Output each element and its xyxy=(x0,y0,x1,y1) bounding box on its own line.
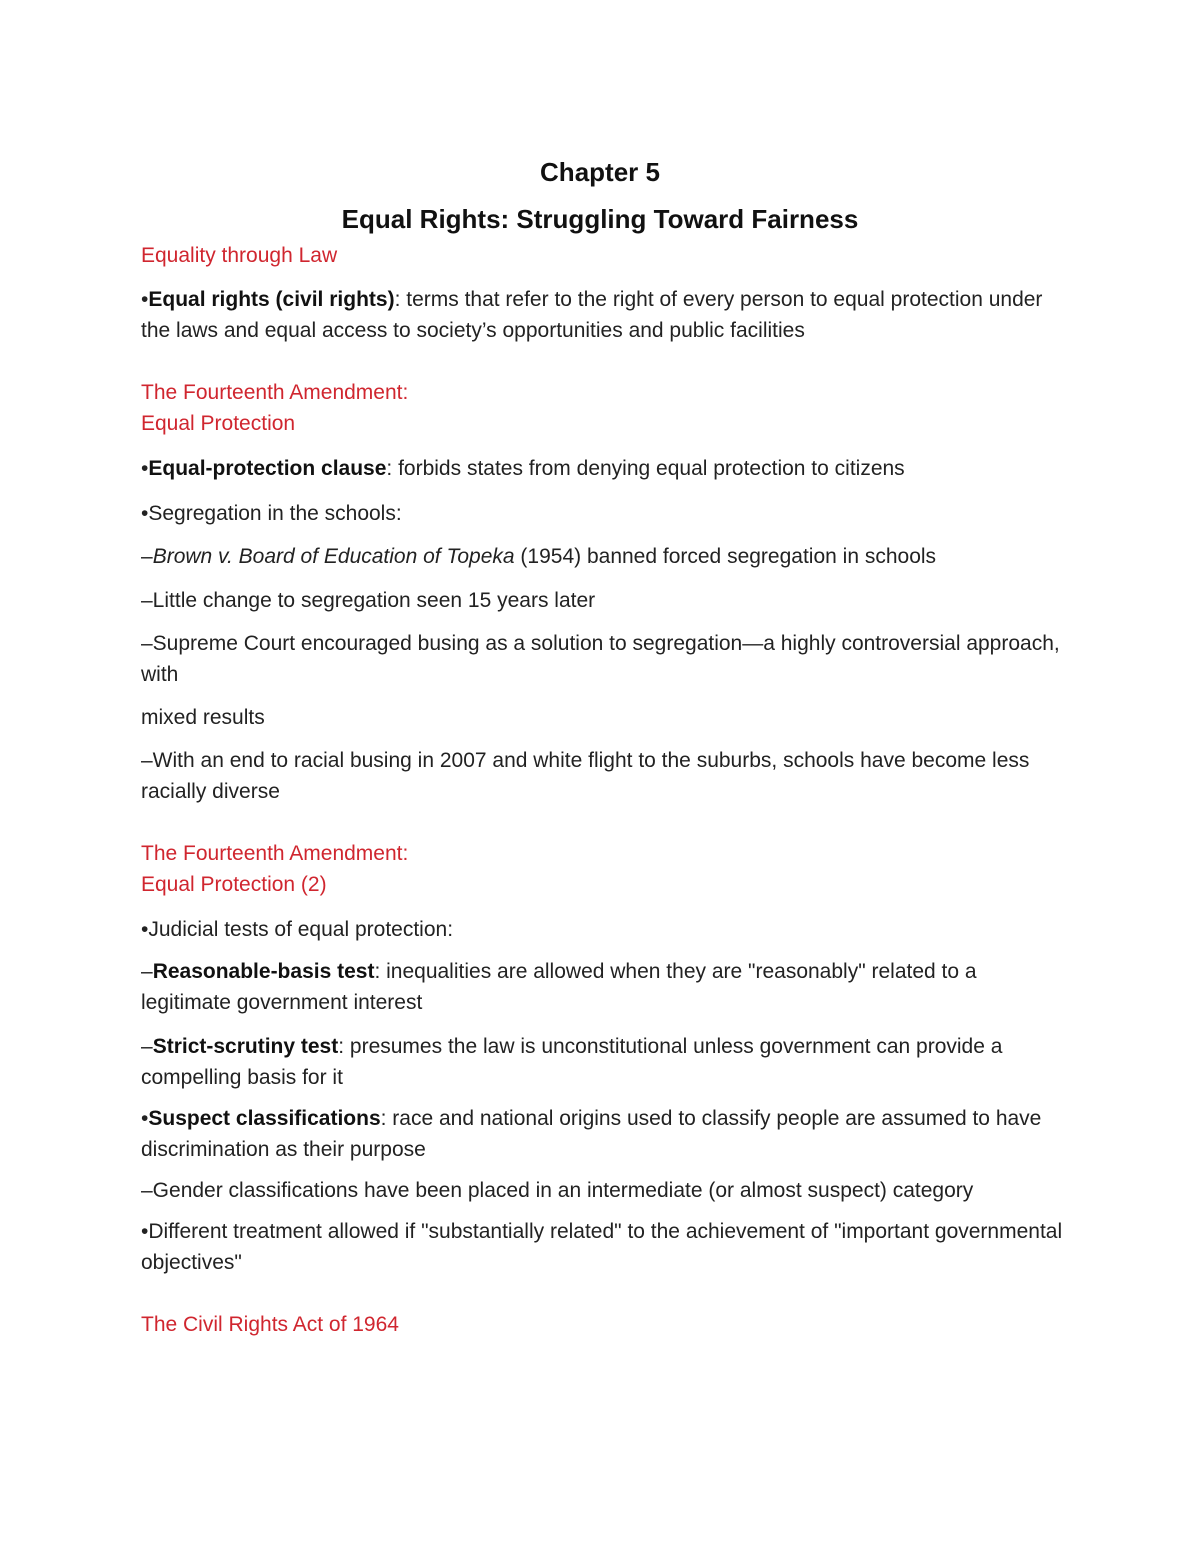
dash: – xyxy=(141,545,153,568)
paragraph-equal-protection-clause xyxy=(141,453,1071,484)
paragraph-suspect-classifications xyxy=(141,1103,1071,1165)
section-heading-fourteenth-amendment: The Fourteenth Amendment: xyxy=(141,381,409,404)
case-text: (1954) banned forced segregation in schools xyxy=(514,545,937,568)
paragraph-little-change: –Little change to segregation seen 15 years later xyxy=(141,589,596,612)
definition-text: : presumes the law is unconstitutional unless government can provide a compelling basis for it xyxy=(141,1035,1003,1089)
chapter-subtitle: Equal Rights: Struggling Toward Fairness xyxy=(341,204,859,234)
paragraph-racial-busing-end: –With an end to racial busing in 2007 and white flight to the suburbs, schools have become less racially diverse xyxy=(141,749,1030,803)
paragraph-strict-scrutiny xyxy=(141,1031,1071,1093)
section-heading-equal-protection-2: Equal Protection (2) xyxy=(141,873,327,896)
section-heading-civil-rights-act: The Civil Rights Act of 1964 xyxy=(141,1313,399,1336)
paragraph-busing: –Supreme Court encouraged busing as a solution to segregation—a highly controversial approach, with xyxy=(141,632,1060,686)
section-heading-equal-protection: Equal Protection xyxy=(141,412,296,435)
case-name: Brown v. Board of Education of Topeka xyxy=(152,545,515,568)
definition-text: : inequalities are allowed when they are "reasonably" related to a legitimate government interest xyxy=(141,960,977,1014)
document-content xyxy=(141,155,1071,1340)
paragraph-reasonable-basis xyxy=(141,956,1071,1018)
paragraph-mixed-results: mixed results xyxy=(141,706,265,729)
bullet: • xyxy=(141,1107,149,1130)
paragraph-gender-classifications: –Gender classifications have been placed in an intermediate (or almost suspect) category xyxy=(141,1179,974,1202)
term-suspect-classifications: Suspect classifications xyxy=(148,1107,381,1130)
definition-text: : terms that refer to the right of every person to equal protection under the laws and equal access to society’s opportunities and public facilities xyxy=(141,288,1043,342)
definition-text: : race and national origins used to classify people are assumed to have discrimination as their purpose xyxy=(141,1107,1042,1161)
term-equal-rights: Equal rights (civil rights) xyxy=(148,288,395,311)
paragraph-judicial-tests: •Judicial tests of equal protection: xyxy=(141,918,454,941)
paragraph-different-treatment: •Different treatment allowed if "substantially related" to the achievement of "important governmental objectives" xyxy=(141,1220,1063,1274)
term-strict-scrutiny-test: Strict-scrutiny test xyxy=(152,1035,339,1058)
paragraph-equal-rights xyxy=(141,284,1071,346)
term-reasonable-basis-test: Reasonable-basis test xyxy=(152,960,375,983)
bullet: • xyxy=(141,457,149,480)
bullet: • xyxy=(141,288,149,311)
paragraph-brown-v-board xyxy=(141,541,1071,572)
dash: – xyxy=(141,960,153,983)
paragraph-segregation-schools: •Segregation in the schools: xyxy=(141,502,402,525)
chapter-title: Chapter 5 xyxy=(540,157,660,187)
definition-text: : forbids states from denying equal protection to citizens xyxy=(386,457,905,480)
section-heading-fourteenth-amendment-2: The Fourteenth Amendment: xyxy=(141,842,409,865)
dash: – xyxy=(141,1035,153,1058)
term-equal-protection-clause: Equal-protection clause xyxy=(148,457,387,480)
section-heading-equality-through-law: Equality through Law xyxy=(141,244,338,267)
